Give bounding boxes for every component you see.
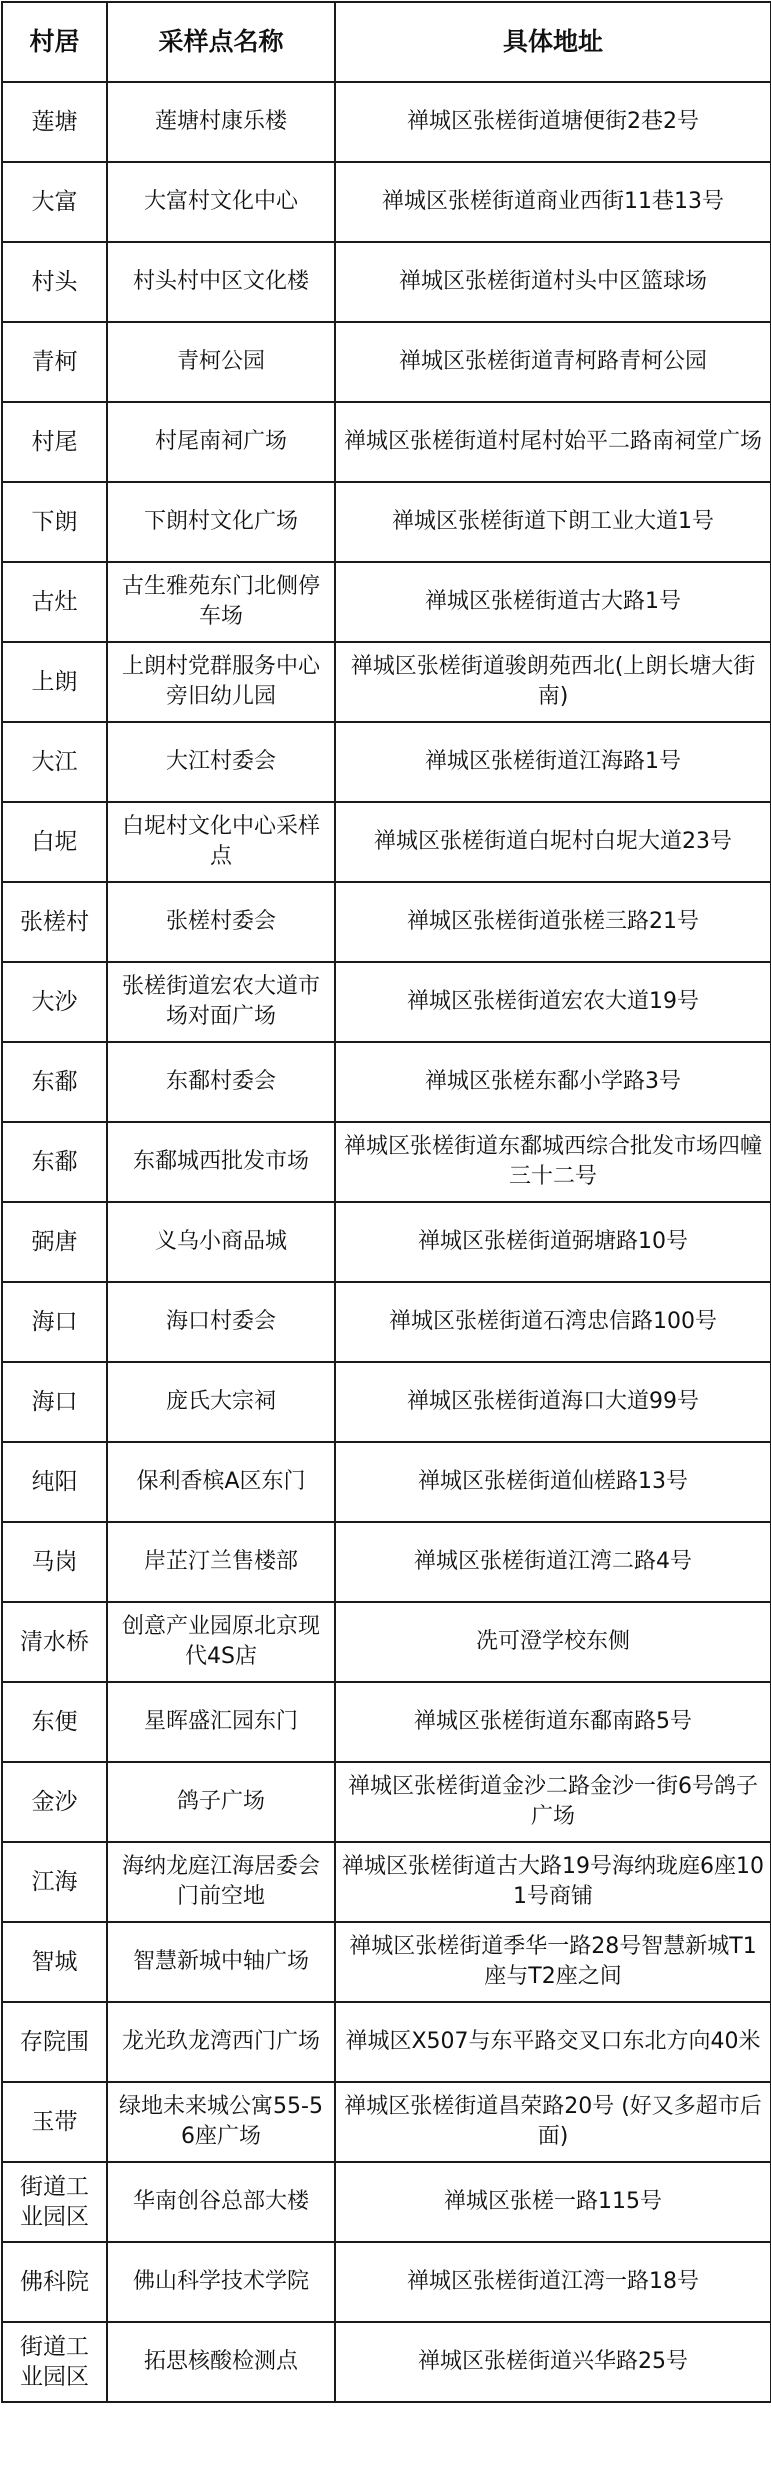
- address-cell: 禅城区张槎街道塘便街2巷2号: [335, 82, 771, 162]
- village-cell: 张槎村: [2, 882, 107, 962]
- table-row: [2, 1682, 771, 1762]
- village-cell: 东鄱: [2, 1042, 107, 1122]
- village-cell: 玉带: [2, 2082, 107, 2162]
- table-row: [2, 162, 771, 242]
- village-cell: 街道工业园区: [2, 2162, 107, 2242]
- address-cell: 禅城区张槎街道骏朗苑西北(上朗长塘大街南): [335, 642, 771, 722]
- site-name-cell: 东鄱城西批发市场: [107, 1122, 335, 1202]
- address-cell: 禅城区张槎街道季华一路28号智慧新城T1座与T2座之间: [335, 1922, 771, 2002]
- village-cell: 马岗: [2, 1522, 107, 1602]
- village-cell: 古灶: [2, 562, 107, 642]
- table-row: [2, 2322, 771, 2402]
- site-name-cell: 保利香槟A区东门: [107, 1442, 335, 1522]
- village-cell: 江海: [2, 1842, 107, 1922]
- site-name-cell: 龙光玖龙湾西门广场: [107, 2002, 335, 2082]
- village-cell: 村头: [2, 242, 107, 322]
- address-cell: 禅城区张槎街道兴华路25号: [335, 2322, 771, 2402]
- site-name-cell: 张槎街道宏农大道市场对面广场: [107, 962, 335, 1042]
- table-row: [2, 1362, 771, 1442]
- table-row: [2, 1922, 771, 2002]
- village-cell: 大江: [2, 722, 107, 802]
- address-cell: 禅城区张槎一路115号: [335, 2162, 771, 2242]
- site-name-cell: 鸽子广场: [107, 1762, 335, 1842]
- site-name-cell: 华南创谷总部大楼: [107, 2162, 335, 2242]
- table-row: [2, 402, 771, 482]
- site-name-cell: 星晖盛汇园东门: [107, 1682, 335, 1762]
- village-cell: 弼唐: [2, 1202, 107, 1282]
- site-name-cell: 绿地未来城公寓55-56座广场: [107, 2082, 335, 2162]
- address-cell: 禅城区张槎街道仙槎路13号: [335, 1442, 771, 1522]
- village-cell: 存院围: [2, 2002, 107, 2082]
- site-name-cell: 海纳龙庭江海居委会门前空地: [107, 1842, 335, 1922]
- address-cell: 禅城区张槎街道东鄱南路5号: [335, 1682, 771, 1762]
- header-site-name: 采样点名称: [107, 2, 335, 82]
- table-row: [2, 1042, 771, 1122]
- table-header-row: [2, 2, 771, 82]
- table-row: [2, 1522, 771, 1602]
- site-name-cell: 古生雅苑东门北侧停车场: [107, 562, 335, 642]
- village-cell: 青柯: [2, 322, 107, 402]
- site-name-cell: 拓思核酸检测点: [107, 2322, 335, 2402]
- village-cell: 海口: [2, 1282, 107, 1362]
- site-name-cell: 智慧新城中轴广场: [107, 1922, 335, 2002]
- site-name-cell: 大富村文化中心: [107, 162, 335, 242]
- table-row: [2, 322, 771, 402]
- table-row: [2, 1842, 771, 1922]
- village-cell: 村尾: [2, 402, 107, 482]
- table-row: [2, 2242, 771, 2322]
- village-cell: 东鄱: [2, 1122, 107, 1202]
- village-cell: 白坭: [2, 802, 107, 882]
- table-row: [2, 2162, 771, 2242]
- address-cell: 禅城区张槎东鄱小学路3号: [335, 1042, 771, 1122]
- address-cell: 禅城区张槎街道江湾一路18号: [335, 2242, 771, 2322]
- table-row: [2, 1282, 771, 1362]
- address-cell: 禅城区X507与东平路交叉口东北方向40米: [335, 2002, 771, 2082]
- address-cell: 禅城区张槎街道商业西街11巷13号: [335, 162, 771, 242]
- village-cell: 东便: [2, 1682, 107, 1762]
- address-cell: 禅城区张槎街道宏农大道19号: [335, 962, 771, 1042]
- table-row: [2, 802, 771, 882]
- village-cell: 纯阳: [2, 1442, 107, 1522]
- village-cell: 金沙: [2, 1762, 107, 1842]
- village-cell: 海口: [2, 1362, 107, 1442]
- table-body: [2, 82, 771, 2402]
- table-row: [2, 642, 771, 722]
- table-row: [2, 562, 771, 642]
- site-name-cell: 义乌小商品城: [107, 1202, 335, 1282]
- address-cell: 禅城区张槎街道江湾二路4号: [335, 1522, 771, 1602]
- header-village: 村居: [2, 2, 107, 82]
- site-name-cell: 创意产业园原北京现代4S店: [107, 1602, 335, 1682]
- village-cell: 大沙: [2, 962, 107, 1042]
- address-cell: 禅城区张槎街道青柯路青柯公园: [335, 322, 771, 402]
- site-name-cell: 上朗村党群服务中心旁旧幼儿园: [107, 642, 335, 722]
- village-cell: 下朗: [2, 482, 107, 562]
- site-name-cell: 庞氏大宗祠: [107, 1362, 335, 1442]
- table-row: [2, 482, 771, 562]
- table-row: [2, 2002, 771, 2082]
- table-row: [2, 722, 771, 802]
- address-cell: 禅城区张槎街道村头中区篮球场: [335, 242, 771, 322]
- address-cell: 禅城区张槎街道海口大道99号: [335, 1362, 771, 1442]
- address-cell: 禅城区张槎街道古大路19号海纳珑庭6座101号商铺: [335, 1842, 771, 1922]
- site-name-cell: 岸芷汀兰售楼部: [107, 1522, 335, 1602]
- site-name-cell: 青柯公园: [107, 322, 335, 402]
- site-name-cell: 白坭村文化中心采样点: [107, 802, 335, 882]
- table-row: [2, 1762, 771, 1842]
- site-name-cell: 东鄱村委会: [107, 1042, 335, 1122]
- village-cell: 智城: [2, 1922, 107, 2002]
- address-cell: 禅城区张槎街道昌荣路20号 (好又多超市后面): [335, 2082, 771, 2162]
- site-name-cell: 村尾南祠广场: [107, 402, 335, 482]
- table-row: [2, 1602, 771, 1682]
- address-cell: 禅城区张槎街道下朗工业大道1号: [335, 482, 771, 562]
- site-name-cell: 下朗村文化广场: [107, 482, 335, 562]
- village-cell: 莲塘: [2, 82, 107, 162]
- site-name-cell: 海口村委会: [107, 1282, 335, 1362]
- address-cell: 禅城区张槎街道江海路1号: [335, 722, 771, 802]
- site-name-cell: 莲塘村康乐楼: [107, 82, 335, 162]
- address-cell: 禅城区张槎街道古大路1号: [335, 562, 771, 642]
- village-cell: 街道工业园区: [2, 2322, 107, 2402]
- table-row: [2, 1202, 771, 1282]
- site-name-cell: 村头村中区文化楼: [107, 242, 335, 322]
- address-cell: 冼可澄学校东侧: [335, 1602, 771, 1682]
- address-cell: 禅城区张槎街道弼塘路10号: [335, 1202, 771, 1282]
- address-cell: 禅城区张槎街道白坭村白坭大道23号: [335, 802, 771, 882]
- village-cell: 上朗: [2, 642, 107, 722]
- header-address: 具体地址: [335, 2, 771, 82]
- site-name-cell: 大江村委会: [107, 722, 335, 802]
- village-cell: 大富: [2, 162, 107, 242]
- table-row: [2, 1122, 771, 1202]
- table-row: [2, 882, 771, 962]
- address-cell: 禅城区张槎街道张槎三路21号: [335, 882, 771, 962]
- address-cell: 禅城区张槎街道金沙二路金沙一街6号鸽子广场: [335, 1762, 771, 1842]
- table-row: [2, 962, 771, 1042]
- site-name-cell: 张槎村委会: [107, 882, 335, 962]
- address-cell: 禅城区张槎街道村尾村始平二路南祠堂广场: [335, 402, 771, 482]
- sampling-sites-table: [1, 1, 771, 2403]
- village-cell: 佛科院: [2, 2242, 107, 2322]
- table-row: [2, 2082, 771, 2162]
- address-cell: 禅城区张槎街道东鄱城西综合批发市场四幢三十二号: [335, 1122, 771, 1202]
- site-name-cell: 佛山科学技术学院: [107, 2242, 335, 2322]
- table-row: [2, 1442, 771, 1522]
- table-row: [2, 242, 771, 322]
- address-cell: 禅城区张槎街道石湾忠信路100号: [335, 1282, 771, 1362]
- table-row: [2, 82, 771, 162]
- village-cell: 清水桥: [2, 1602, 107, 1682]
